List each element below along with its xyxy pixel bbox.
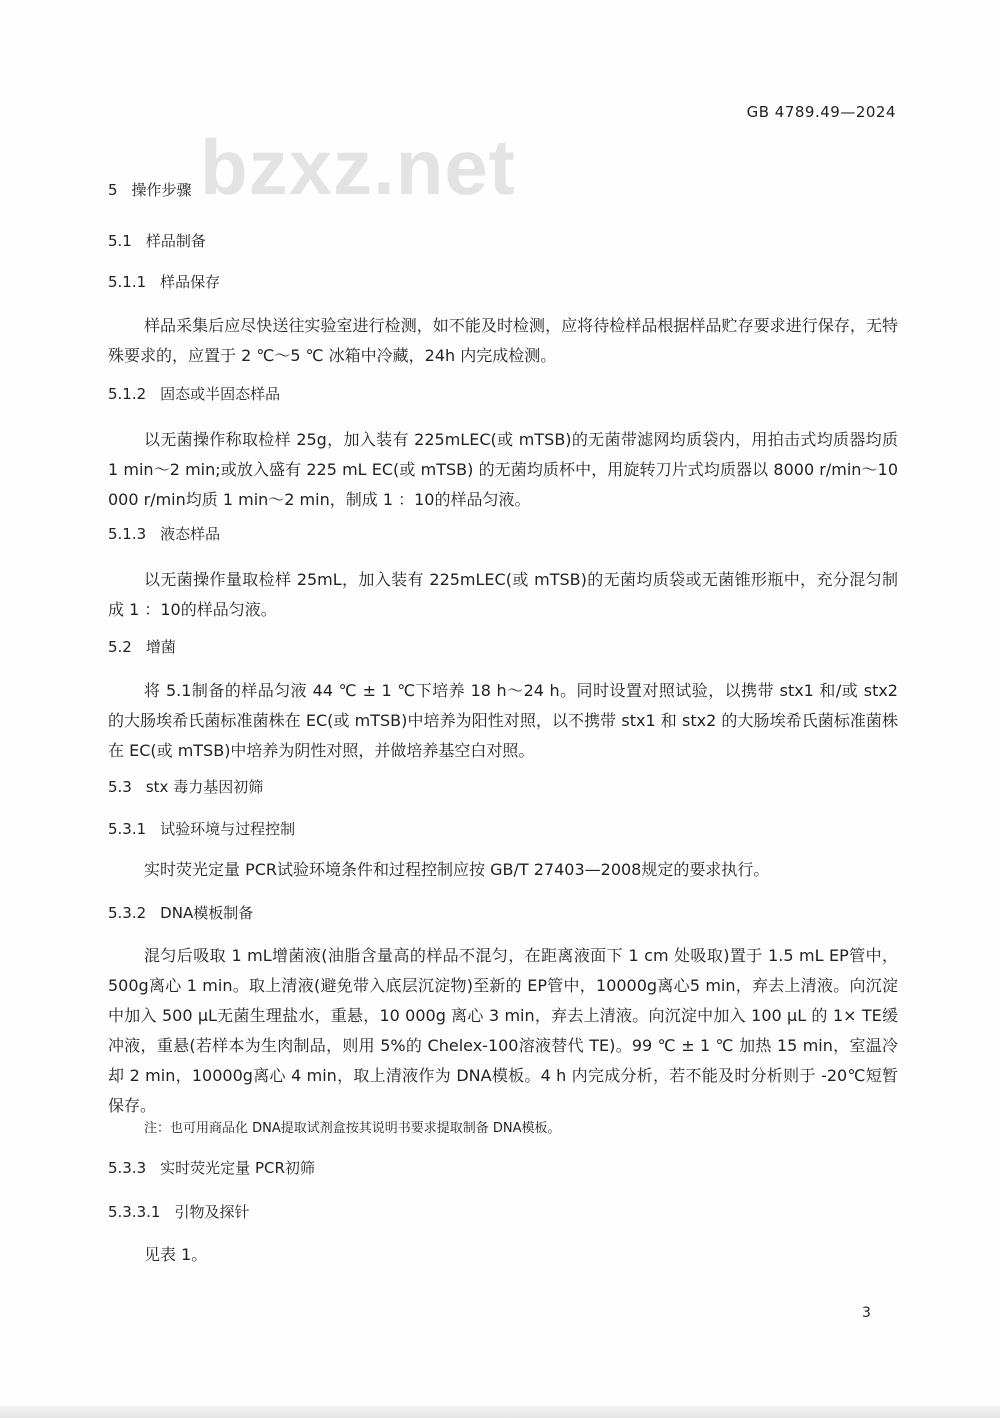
section-heading-5-3-1: [108, 818, 295, 839]
paragraph-5-2: 将 5.1制备的样品匀液 44 ℃ ± 1 ℃下培养 18 h～24 h。同时设置对照试验，以携带 stx1 和/或 stx2 的大肠埃希氏菌标准菌株在 EC(或 mTSB)中培养为阳性对照，以不携带 stx1 和 stx2 的大肠埃希氏菌标准菌株在 EC(或 mTSB)中培养为阴性对照，并做培养基空白对照。: [108, 681, 898, 760]
paragraph-5-1-2: 以无菌操作称取检样 25g，加入装有 225mLEC(或 mTSB)的无菌带滤网均质袋内，用拍击式均质器均质 1 min～2 min;或放入盛有 225 mL EC(或 mTSB) 的无菌均质杯中，用旋转刀片式均质器以 8000 r/min～10 000 r/min均质 1 min～2 min，制成 1 ：10的样品匀液。: [108, 430, 898, 509]
section-title: 固态或半固态样品: [160, 385, 281, 403]
section-number: 5.1.3: [108, 525, 147, 543]
paragraph-5-3-3-1: 见表 1。: [144, 1245, 208, 1264]
section-number: 5.1.2: [108, 385, 147, 403]
section-number: 5.3.1: [108, 820, 147, 838]
section-number: 5.3: [108, 778, 132, 796]
section-number: 5.2: [108, 638, 132, 656]
section-title: 试验环境与过程控制: [160, 820, 296, 838]
page-number: 3: [862, 1305, 871, 1321]
section-number: 5: [108, 181, 118, 199]
section-title: 引物及探针: [174, 1203, 250, 1221]
page-edge-shadow: [0, 1406, 1000, 1418]
section-heading-5-1-2: [108, 383, 280, 404]
note-5-3-2: 注：也可用商品化 DNA提取试剂盒按其说明书要求提取制备 DNA模板。: [144, 1121, 561, 1136]
section-title: 操作步骤: [131, 181, 192, 199]
section-title: 样品保存: [160, 273, 221, 291]
section-heading-5-1: [108, 230, 206, 251]
section-number: 5.1.1: [108, 273, 147, 291]
section-heading-5-3-2: [108, 902, 253, 923]
section-number: 5.3.3: [108, 1159, 147, 1177]
paragraph-5-3-2: 混匀后吸取 1 mL增菌液(油脂含量高的样品不混匀，在距离液面下 1 cm 处吸取)置于 1.5 mL EP管中，500g离心 1 min。取上清液(避免带入底层沉淀物)至新的 EP管中，10000g离心5 min，弃去上清液。向沉淀中加入 500 μL无菌生理盐水，重悬，10 000g 离心 3 min，弃去上清液。向沉淀中加入 100 μL 的 1× TE缓冲液，重悬(若样本为生肉制品，则用 5%的 Chelex-100溶液替代 TE)。99 ℃ ± 1 ℃ 加热 15 min，室温冷却 2 min，10000g离心 4 min，取上清液作为 DNA模板。4 h 内完成分析，若不能及时分析则于 -20℃短暂保存。: [108, 946, 898, 1115]
section-heading-5-3-3-1: [108, 1201, 250, 1222]
section-title: 实时荧光定量 PCR初筛: [160, 1159, 315, 1177]
section-heading-5-1-1: [108, 271, 220, 292]
section-heading-5-1-3: [108, 523, 220, 544]
section-number: 5.3.2: [108, 904, 147, 922]
section-number: 5.1: [108, 232, 132, 250]
paragraph-5-1-3: 以无菌操作量取检样 25mL，加入装有 225mLEC(或 mTSB)的无菌均质袋或无菌锥形瓶中，充分混匀制成 1 ：10的样品匀液。: [108, 570, 898, 619]
paragraph-5-3-1: 实时荧光定量 PCR试验环境条件和过程控制应按 GB/T 27403—2008规定的要求执行。: [144, 860, 770, 879]
section-heading-5: [108, 179, 192, 200]
section-number: 5.3.3.1: [108, 1203, 161, 1221]
paragraph-5-1-1: 样品采集后应尽快送往实验室进行检测，如不能及时检测，应将待检样品根据样品贮存要求进行保存，无特殊要求的，应置于 2 ℃～5 ℃ 冰箱中冷藏，24h 内完成检测。: [108, 316, 898, 365]
section-title: stx 毒力基因初筛: [145, 778, 264, 796]
section-heading-5-2: [108, 636, 176, 657]
section-title: 增菌: [145, 638, 176, 656]
standard-number: GB 4789.49—2024: [746, 103, 896, 121]
section-title: DNA模板制备: [160, 904, 254, 922]
watermark: bzxz.net: [200, 123, 516, 211]
section-title: 样品制备: [145, 232, 206, 250]
section-heading-5-3-3: [108, 1157, 315, 1178]
section-heading-5-3: [108, 776, 263, 797]
section-title: 液态样品: [160, 525, 221, 543]
